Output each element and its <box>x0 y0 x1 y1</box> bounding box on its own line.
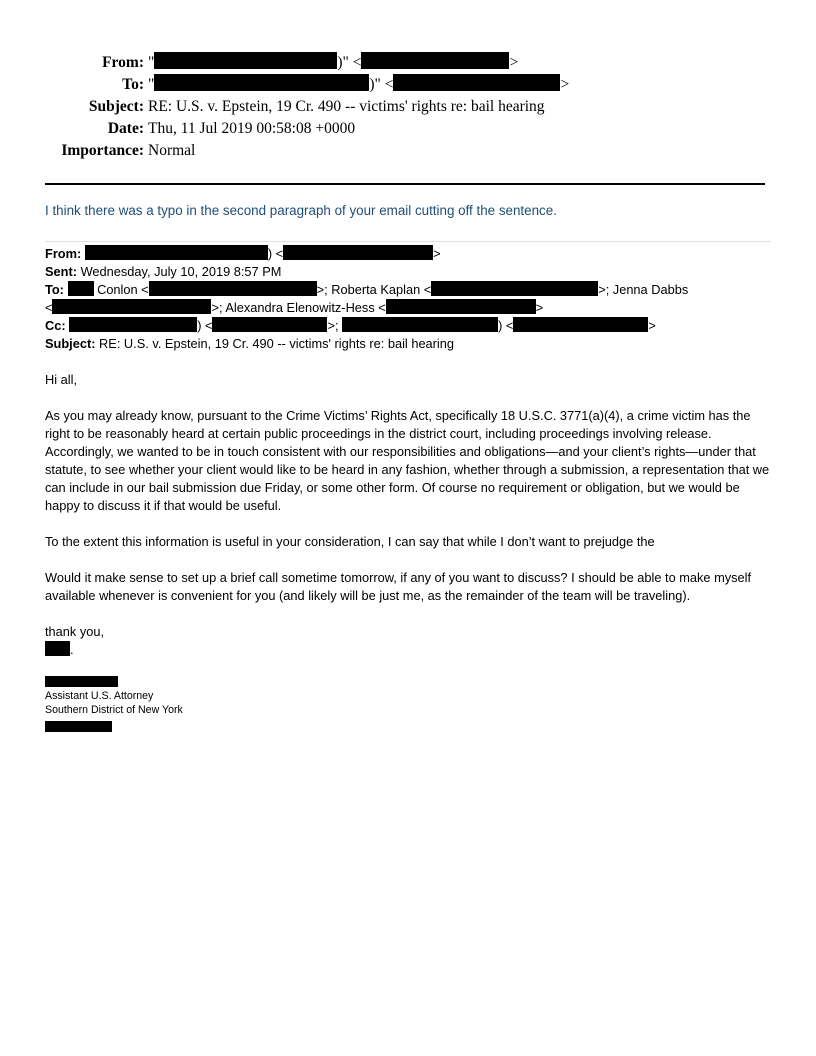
quoted-to-text-1: Conlon < <box>97 282 149 297</box>
quoted-sent-label: Sent: <box>45 264 77 279</box>
quote-divider <box>45 241 771 242</box>
quoted-subject-row <box>45 335 454 353</box>
quoted-to-cont-1: < <box>45 300 53 315</box>
body-paragraph-3: Would it make sense to set up a brief call sometime tomorrow, if any of you want to discuss? I should be able to make myself available whenever is convenient for you (and likely will be just me, as the remainder of the team will be traveling). <box>45 570 752 603</box>
sender-initials-row: . <box>45 641 74 659</box>
redaction <box>68 281 94 296</box>
redaction <box>154 52 337 69</box>
redaction <box>45 641 70 656</box>
quoted-cc-row: Cc: ) < >; ) < > <box>45 318 656 333</box>
quoted-to-cont-3: > <box>535 300 544 315</box>
quoted-subject-label: Subject: <box>45 336 96 351</box>
redaction <box>431 281 598 296</box>
from-label: From: <box>102 54 144 71</box>
date-value: Thu, 11 Jul 2019 00:58:08 +0000 <box>148 120 356 137</box>
quoted-to-row <box>45 281 688 299</box>
body-paragraph-1: As you may already know, pursuant to the Crime Victims’ Rights Act, specifically 18 U.S.C. 3771(a)(4), a crime victim has the right to be reasonably heard at certain public proceedings in the district court, including proceedings involving release. Accordingly, we wanted to be in touch consistent with our responsibilities and obligations—and your client’s rights—under that statute, to see whether your client would like to be heard in any fashion, whether through a submission, a representation that we can include in our bail submission due Friday, or some other form. Of course no requirement or obligation, but we would be happy to discuss it if that would be useful. <box>45 408 770 513</box>
quoted-to-cont-2: >; Alexandra Elenowitz-Hess < <box>211 300 386 315</box>
redaction <box>52 299 211 314</box>
quoted-sent-row <box>45 263 281 281</box>
redaction <box>85 245 268 260</box>
redaction <box>69 317 197 332</box>
redaction <box>45 721 112 732</box>
to-label: To: <box>122 76 144 93</box>
importance-label: Importance: <box>61 142 144 159</box>
importance-value: Normal <box>148 142 196 159</box>
date-label: Date: <box>107 120 144 137</box>
from-value: " )" < > <box>148 54 519 71</box>
header-divider <box>45 183 765 185</box>
quoted-to-cont-row <box>45 299 543 317</box>
quoted-subject-value: RE: U.S. v. Epstein, 19 Cr. 490 -- victims' rights re: bail hearing <box>99 336 455 351</box>
redaction <box>212 317 327 332</box>
quoted-to-label: To: <box>45 282 64 297</box>
redaction <box>154 74 369 91</box>
signature-office: Southern District of New York <box>45 704 183 716</box>
quoted-from-row: From: ) < > <box>45 246 441 261</box>
redaction <box>149 281 317 296</box>
redaction <box>342 317 498 332</box>
redaction <box>45 676 118 687</box>
quoted-sent-value: Wednesday, July 10, 2019 8:57 PM <box>80 264 282 279</box>
reply-note: I think there was a typo in the second paragraph of your email cutting off the sentence. <box>45 203 557 218</box>
to-value: " )" < > <box>148 76 570 93</box>
redaction <box>513 317 648 332</box>
quoted-cc-label: Cc: <box>45 318 66 333</box>
quoted-to-text-3: >; Jenna Dabbs <box>598 282 689 297</box>
quoted-from-label: From: <box>45 246 82 261</box>
signature-title: Assistant U.S. Attorney <box>45 690 154 702</box>
redaction <box>386 299 536 314</box>
subject-label: Subject: <box>88 98 144 115</box>
body-paragraph-2: To the extent this information is useful in your consideration, I can say that while I don’t want to prejudge the <box>45 534 655 549</box>
greeting: Hi all, <box>45 372 77 387</box>
subject-value: RE: U.S. v. Epstein, 19 Cr. 490 -- victims' rights re: bail hearing <box>148 98 545 115</box>
redaction <box>361 52 509 69</box>
closing: thank you, <box>45 624 105 639</box>
redaction <box>283 245 433 260</box>
redaction <box>393 74 560 91</box>
quoted-to-text-2: >; Roberta Kaplan < <box>316 282 432 297</box>
